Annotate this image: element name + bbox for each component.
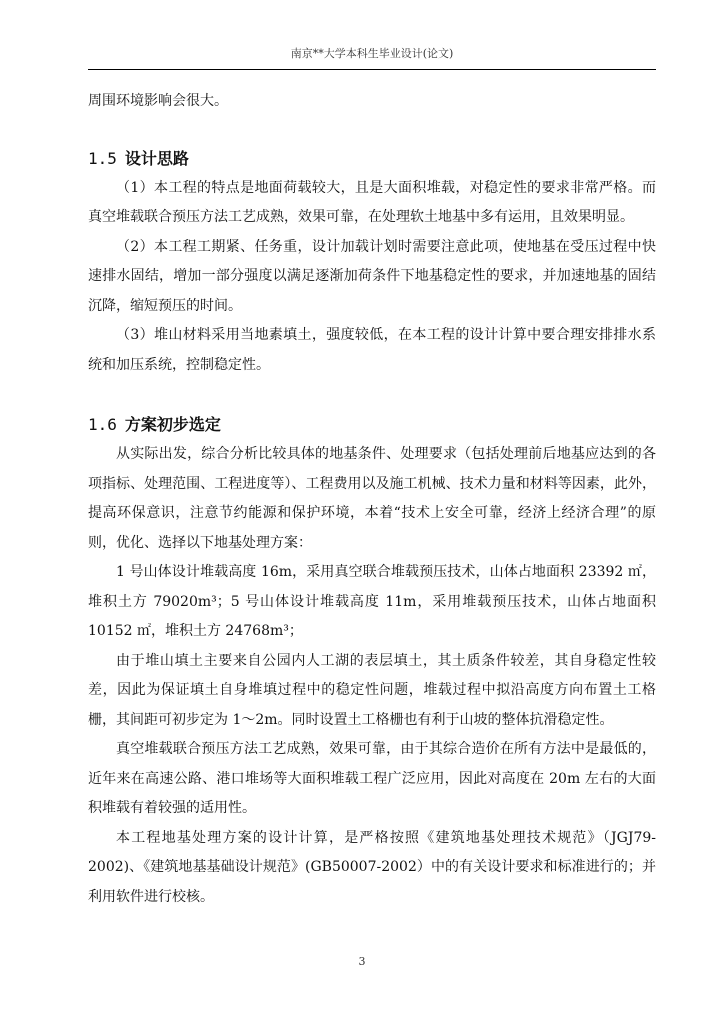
section-heading-1-6 (88, 410, 656, 440)
paragraph: 1 号山体设计堆载高度 16m，采用真空联合堆载预压技术，山体占地面积 23392 ㎡，堆积土方 79020m³；5 号山体设计堆载高度 11m，采用堆载预压技术，山体占地面积 10152 ㎡，堆积土方 24768m³； (88, 564, 656, 639)
paragraph: 由于堆山填土主要来自公园内人工湖的表层填土，其土质条件较差，其自身稳定性较差，因此为保证填土自身堆填过程中的稳定性问题，堆载过程中拟沿高度方向布置土工格栅，其间距可初步定为 1～2m。同时设置土工格栅也有利于山坡的整体抗滑稳定性。 (88, 652, 656, 728)
section-title: 方案初步选定 (124, 415, 221, 434)
paragraph: （3）堆山材料采用当地素填土，强度较低，在本工程的设计计算中要合理安排排水系统和加压系统，控制稳定性。 (88, 327, 656, 373)
section-title: 设计思路 (124, 148, 189, 168)
paragraph: 从实际出发，综合分析比较具体的地基条件、处理要求（包括处理前后地基应达到的各项指标、处理范围、工程进度等）、工程费用以及施工机械、技术力量和材料等因素，此外，提高环保意识，注意节约能源和保护环境，本着“技术上安全可靠，经济上经济合理”的原则，优化、选择以下地基处理方案： (88, 446, 656, 551)
page-content (88, 87, 656, 912)
paragraph: 本工程地基处理方案的设计计算，是严格按照《建筑地基处理技术规范》（JGJ79-2002)、《建筑地基基础设计规范》(GB50007-2002）中的有关设计要求和标准进行的；并利用软件进行校核。 (88, 829, 656, 905)
paragraph: （2）本工程工期紧、任务重，设计加载计划时需要注意此项，使地基在受压过程中快速排水固结，增加一部分强度以满足逐渐加荷条件下地基稳定性的要求，并加速地基的固结沉降，缩短预压的时间。 (88, 238, 656, 314)
intro-continuation: 周围环境影响会很大。 (88, 93, 228, 109)
paragraph: （1）本工程的特点是地面荷载较大，且是大面积堆载，对稳定性的要求非常严格。而真空堆载联合预压方法工艺成熟，效果可靠，在处理软土地基中多有运用，且效果明显。 (88, 179, 656, 225)
section-number: 1.6 (88, 415, 117, 434)
section-heading-1-5 (88, 144, 656, 174)
paragraph: 真空堆载联合预压方法工艺成熟，效果可靠，由于其综合造价在所有方法中是最低的，近年来在高速公路、港口堆场等大面积堆载工程广泛应用，因此对高度在 20m 左右的大面积堆载有着较强的适用性。 (88, 741, 656, 816)
section-number: 1.5 (88, 148, 117, 168)
page-number: 3 (358, 955, 366, 968)
running-header: 南京**大学本科生毕业设计(论文) (290, 47, 454, 60)
header-rule (88, 69, 656, 70)
